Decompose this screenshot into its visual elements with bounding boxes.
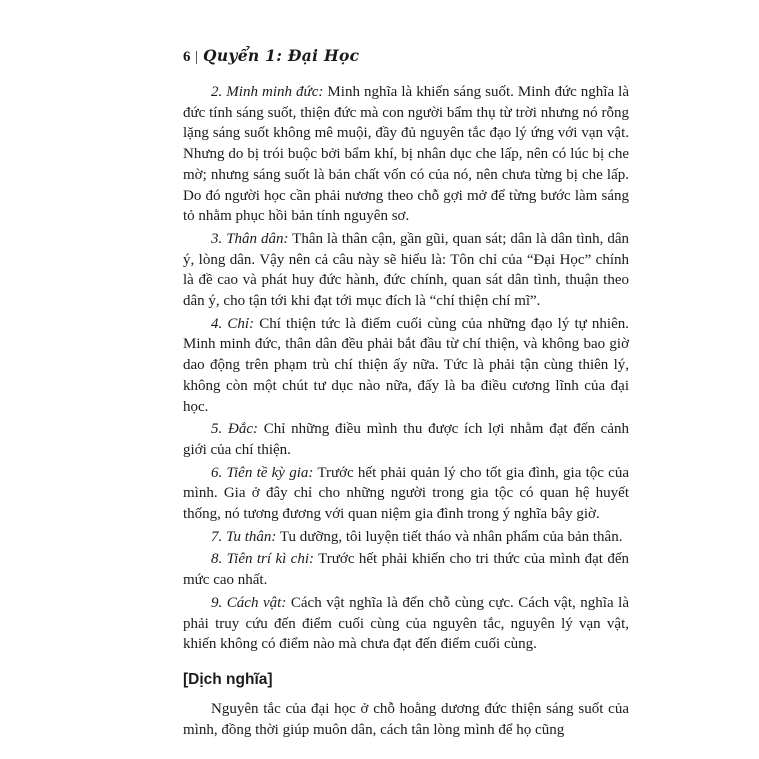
paragraph-lead: 7. Tu thân: [211,528,277,545]
header-divider: | [195,49,199,65]
paragraph-text: Tu dưỡng, tôi luyện tiết tháo và nhân phẩm của bản thân. [276,528,623,545]
paragraph-text: Trước hết phải khiến cho tri thức của mình đạt đến mức cao nhất. [183,551,629,589]
paragraph-lead: 8. Tiên trí kì chi: [211,551,314,568]
paragraph-chi [183,314,629,418]
paragraph-lead: 5. Đắc: [211,421,258,438]
paragraph-minh-minh-duc [183,82,629,227]
paragraph-lead: 2. Minh minh đức: [211,84,324,100]
paragraph-text: Chỉ những điều mình thu được ích lợi nhằm đạt đến cảnh giới của chí thiện. [183,421,629,458]
section-heading-dich-nghia: [Dịch nghĩa] [183,670,273,688]
paragraph-than-dan [183,229,629,312]
paragraph-text: Trước hết phải quản lý cho tốt gia đình, gia tộc của mình. Gia ở đây chỉ cho những người trong gia tộc có quan hệ huyết thống, nó tương đương với quan niệm gia đình trong ý nghĩa bây giờ. [183,464,629,523]
page-number: 6 [183,49,191,65]
paragraph-tu-than [183,527,629,548]
closing-paragraph: Nguyên tắc của đại học ở chỗ hoằng dương đức thiện sáng suốt của mình, đồng thời giúp muôn dân, cách tân lòng mình để họ cũng [183,700,629,738]
paragraph-cach-vat [183,593,629,655]
running-header [183,46,629,66]
paragraph-text: Cách vật nghĩa là đến chỗ cùng cực. Cách vật, nghĩa là phải truy cứu đến điểm cuối cùng của nguyên tắc, nguyên lý vạn vật, khiến không có điểm nào mà chưa đạt đến điểm cuối cùng. [183,594,629,653]
paragraph-lead: 6. Tiên tề kỳ gia: [211,464,314,481]
book-title: Quyển 1: Đại Học [203,46,360,65]
paragraph-lead: 9. Cách vật: [211,594,287,611]
paragraph-text: Minh nghĩa là khiến sáng suốt. Minh đức nghĩa là đức tính sáng suốt, thiện đức mà con người bẩm thụ từ trời nhưng nó rỗng lặng sáng suốt không mê muội, đầy đủ nguyên tắc đạo lý ứng với vạn vật. Nhưng do bị trói buộc bởi bẩm khí, bị nhân dục che lấp, nên có lúc bị che mờ; nhưng sáng suốt là bản chất vốn có của nó, nên chưa từng bị che lấp. Do đó người học cần phải nương theo chỗ gợi mở để từng bước làm sáng tỏ nhằm phục hồi bản tính nguyên sơ. [183,84,629,225]
paragraph-lead: 3. Thân dân: [211,230,289,247]
paragraph-tien-te-ky-gia [183,463,629,525]
paragraph-tien-tri-ki-chi [183,549,629,590]
paragraph-text: Thân là thân cận, gần gũi, quan sát; dân là dân tình, dân ý, lòng dân. Vậy nên cả câu này sẽ hiểu là: Tôn chỉ của “Đại Học” chính là đề cao và phát huy đức hành, đức chính, quan sát dân tình, thuận theo dân ý, cho tận tới khi đạt tới mục đích là “chí thiện chí mĩ”. [183,230,629,310]
paragraph-lead: 4. Chỉ: [211,315,255,332]
paragraph-dac [183,419,629,460]
paragraph-text: Chí thiện tức là điểm cuối cùng của những đạo lý tự nhiên. Minh minh đức, thân dân đều phải bắt đầu từ chí thiện, và không bao giờ dao động trên phạm trù chí thiện ấy nữa. Tức là phải tận cùng thiên lý, không còn một chút tư dục nào nữa, đấy là ba điều cương lĩnh của đại học. [183,315,629,415]
page-content [183,46,629,740]
